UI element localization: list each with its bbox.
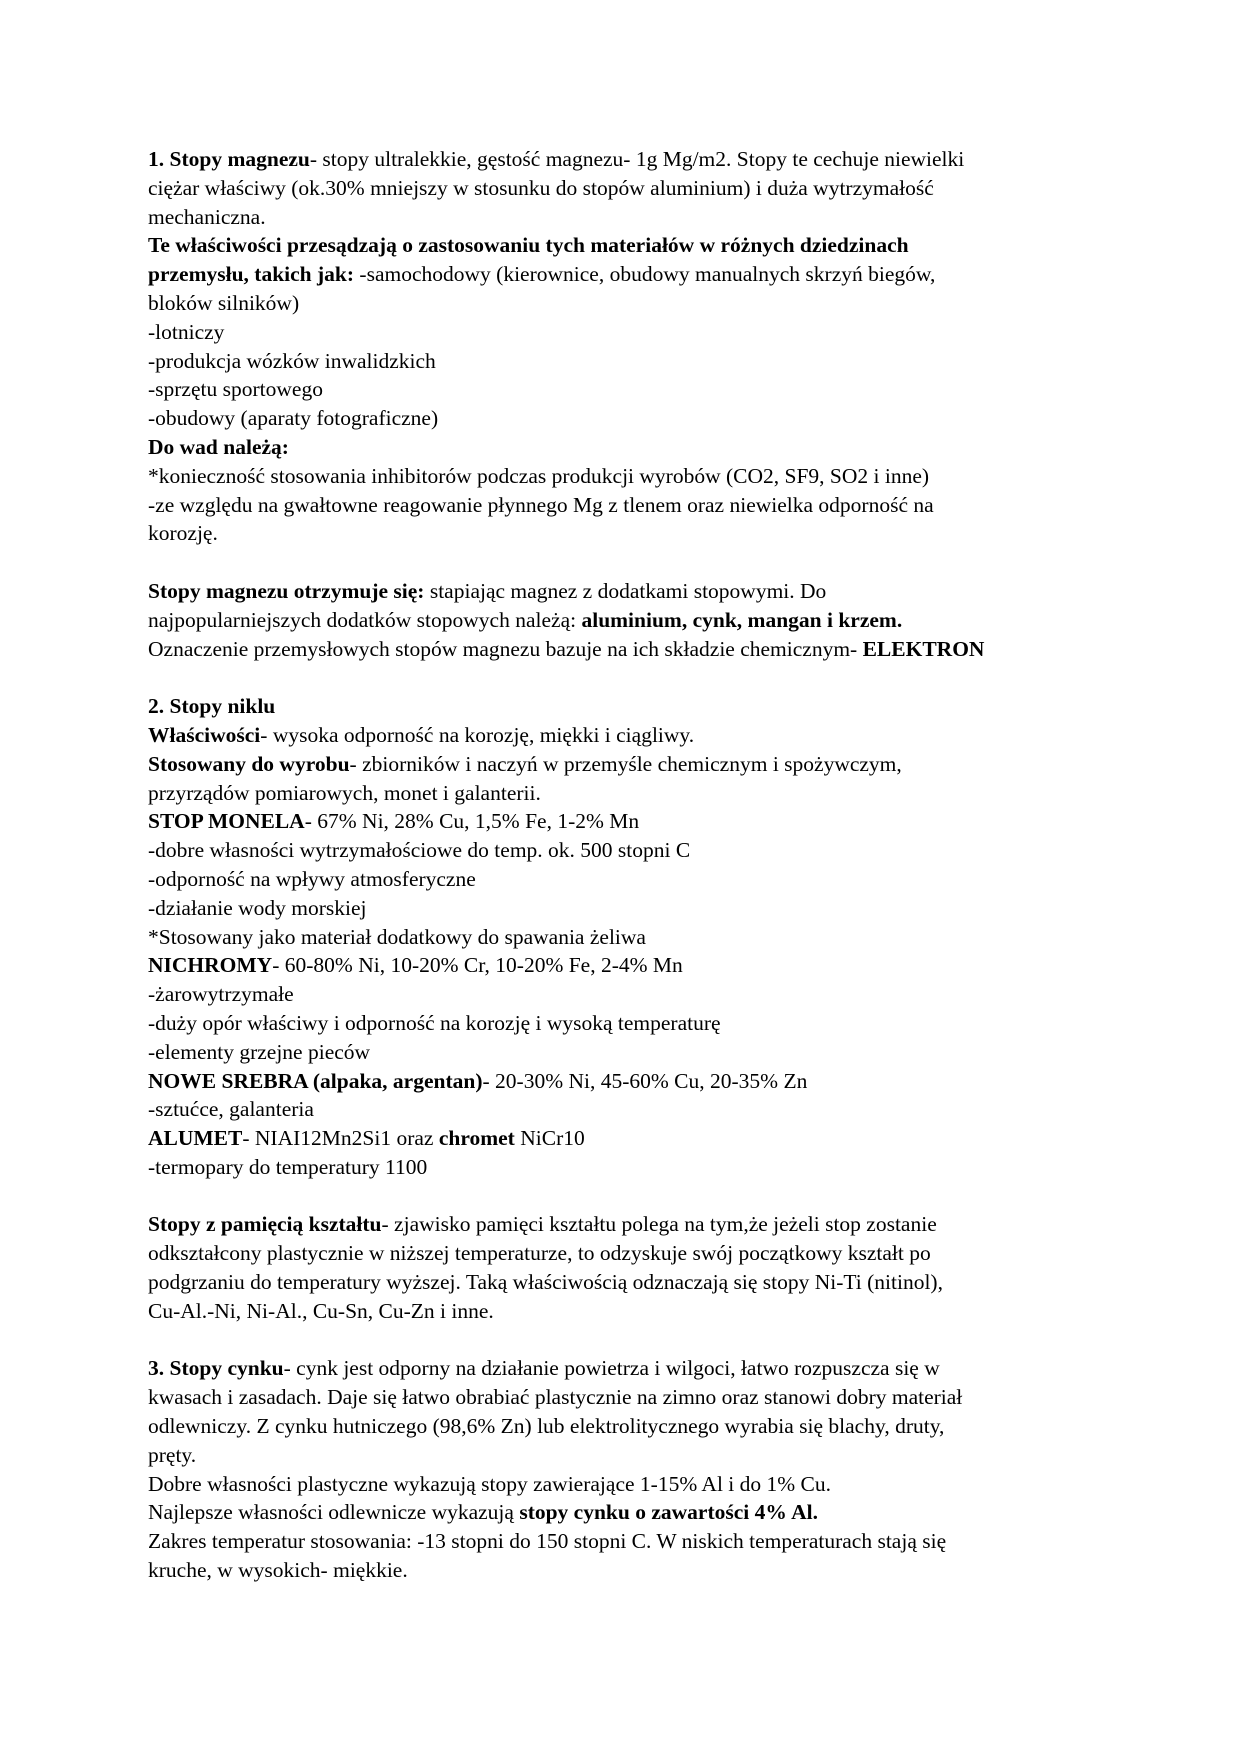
paragraph-gap [148, 548, 1128, 577]
paragraph-gap [148, 1182, 1128, 1211]
text-line: Stosowany do wyrobu- zbiorników i naczyń w przemyśle chemicznym i spożywczym, [148, 751, 902, 776]
list-item: -żarowytrzymałe [148, 982, 294, 1007]
text-line [148, 692, 1128, 721]
list-item: -sztućce, galanteria [148, 1097, 314, 1122]
text-line: Te właściwości przesądzają o zastosowaniu tych materiałów w różnych dziedzinach [148, 233, 909, 258]
text-line: odkształcony plastycznie w niższej temperaturze, to odzyskuje swój początkowy kształt po [148, 1241, 931, 1266]
text-line: Stopy z pamięcią kształtu- zjawisko pamięci kształtu polega na tym,że jeżeli stop zostanie [148, 1212, 937, 1237]
text-line: kwasach i zasadach. Daje się łatwo obrabiać plastycznie na zimno oraz stanowi dobry materiał [148, 1385, 963, 1410]
list-item: -duży opór właściwy i odporność na korozję i wysoką temperaturę [148, 1010, 721, 1035]
text-line: przyrządów pomiarowych, monet i galanterii. [148, 780, 541, 805]
heading-nickel: 2. Stopy niklu [148, 694, 276, 719]
text-line: Oznaczenie przemysłowych stopów magnezu bazuje na ich składzie chemicznym- ELEKTRON [148, 636, 985, 661]
list-item: -działanie wody morskiej [148, 895, 367, 920]
list-item: -ze względu na gwałtowne reagowanie płynnego Mg z tlenem oraz niewielka odporność na [148, 492, 934, 517]
list-item: -odporność na wpływy atmosferyczne [148, 866, 476, 891]
text-line: Cu-Al.-Ni, Ni-Al., Cu-Sn, Cu-Zn i inne. [148, 1298, 494, 1323]
text-line: 1. Stopy magnezu- stopy ultralekkie, gęstość magnezu- 1g Mg/m2. Stopy te cechuje niewielki [148, 147, 965, 171]
list-item: -elementy grzejne pieców [148, 1039, 371, 1064]
text-line: kruche, w wysokich- miękkie. [148, 1558, 408, 1583]
heading-zinc: 3. Stopy cynku [148, 1356, 284, 1381]
list-item: -obudowy (aparaty fotograficzne) [148, 406, 439, 431]
list-item: -dobre własności wytrzymałościowe do temp. ok. 500 stopni C [148, 838, 691, 863]
text-line: podgrzaniu do temperatury wyższej. Taką właściwością odznaczają się stopy Ni-Ti (nitinol), [148, 1270, 943, 1295]
text-line: najpopularniejszych dodatków stopowych należą: aluminium, cynk, mangan i krzem. [148, 607, 903, 632]
text-line: odlewniczy. Z cynku hutniczego (98,6% Zn) lub elektrolitycznego wyrabia się blachy, druty, [148, 1414, 945, 1439]
list-item: -termopary do temperatury 1100 [148, 1154, 428, 1179]
heading-magnesium: 1. Stopy magnezu [148, 147, 310, 171]
text-line: Dobre własności plastyczne wykazują stopy zawierające 1-15% Al i do 1% Cu. [148, 1471, 832, 1496]
paragraph-gap [148, 663, 1128, 692]
list-item: *konieczność stosowania inhibitorów podczas produkcji wyrobów (CO2, SF9, SO2 i inne) [148, 463, 930, 488]
list-item: -produkcja wózków inwalidzkich [148, 348, 436, 373]
section-nickel-alloys [148, 692, 1128, 1182]
section-zinc-alloys [148, 1354, 1128, 1584]
text-line: Właściwości- wysoka odporność na korozję, miękki i ciągliwy. [148, 722, 695, 747]
subheading-disadvantages: Do wad należą: [148, 434, 289, 459]
text-line: Najlepsze własności odlewnicze wykazują stopy cynku o zawartości 4% Al. [148, 1500, 818, 1525]
text-line: ciężar właściwy (ok.30% mniejszy w stosunku do stopów aluminium) i duża wytrzymałość [148, 175, 934, 200]
section-magnesium-alloys [148, 145, 1128, 663]
text-line: pręty. [148, 1442, 197, 1467]
text-line: STOP MONELA- 67% Ni, 28% Cu, 1,5% Fe, 1-2% Mn [148, 809, 640, 834]
text-line: korozję. [148, 521, 218, 546]
text-line: Stopy magnezu otrzymuje się: stapiając magnez z dodatkami stopowymi. Do [148, 578, 827, 603]
section-shape-memory-alloys [148, 1210, 1128, 1325]
list-item: -sprzętu sportowego [148, 377, 323, 402]
list-item: -lotniczy [148, 319, 225, 344]
text-line: ALUMET- NIAI12Mn2Si1 oraz chromet NiCr10 [148, 1126, 585, 1151]
text-line: przemysłu, takich jak: -samochodowy (kierownice, obudowy manualnych skrzyń biegów, [148, 262, 936, 287]
list-item: *Stosowany jako materiał dodatkowy do spawania żeliwa [148, 924, 646, 949]
text-line: NOWE SREBRA (alpaka, argentan)- 20-30% Ni, 45-60% Cu, 20-35% Zn [148, 1068, 808, 1093]
text-line: 3. Stopy cynku- cynk jest odporny na działanie powietrza i wilgoci, łatwo rozpuszcza się w [148, 1356, 940, 1381]
paragraph-gap [148, 1326, 1128, 1355]
text-line: bloków silników) [148, 290, 300, 315]
document-page [148, 145, 1128, 1585]
text-line: NICHROMY- 60-80% Ni, 10-20% Cr, 10-20% Fe, 2-4% Mn [148, 953, 683, 978]
text-line: mechaniczna. [148, 204, 266, 229]
text-line [148, 433, 1128, 462]
text-line: Zakres temperatur stosowania: -13 stopni do 150 stopni C. W niskich temperaturach stają się [148, 1529, 947, 1554]
